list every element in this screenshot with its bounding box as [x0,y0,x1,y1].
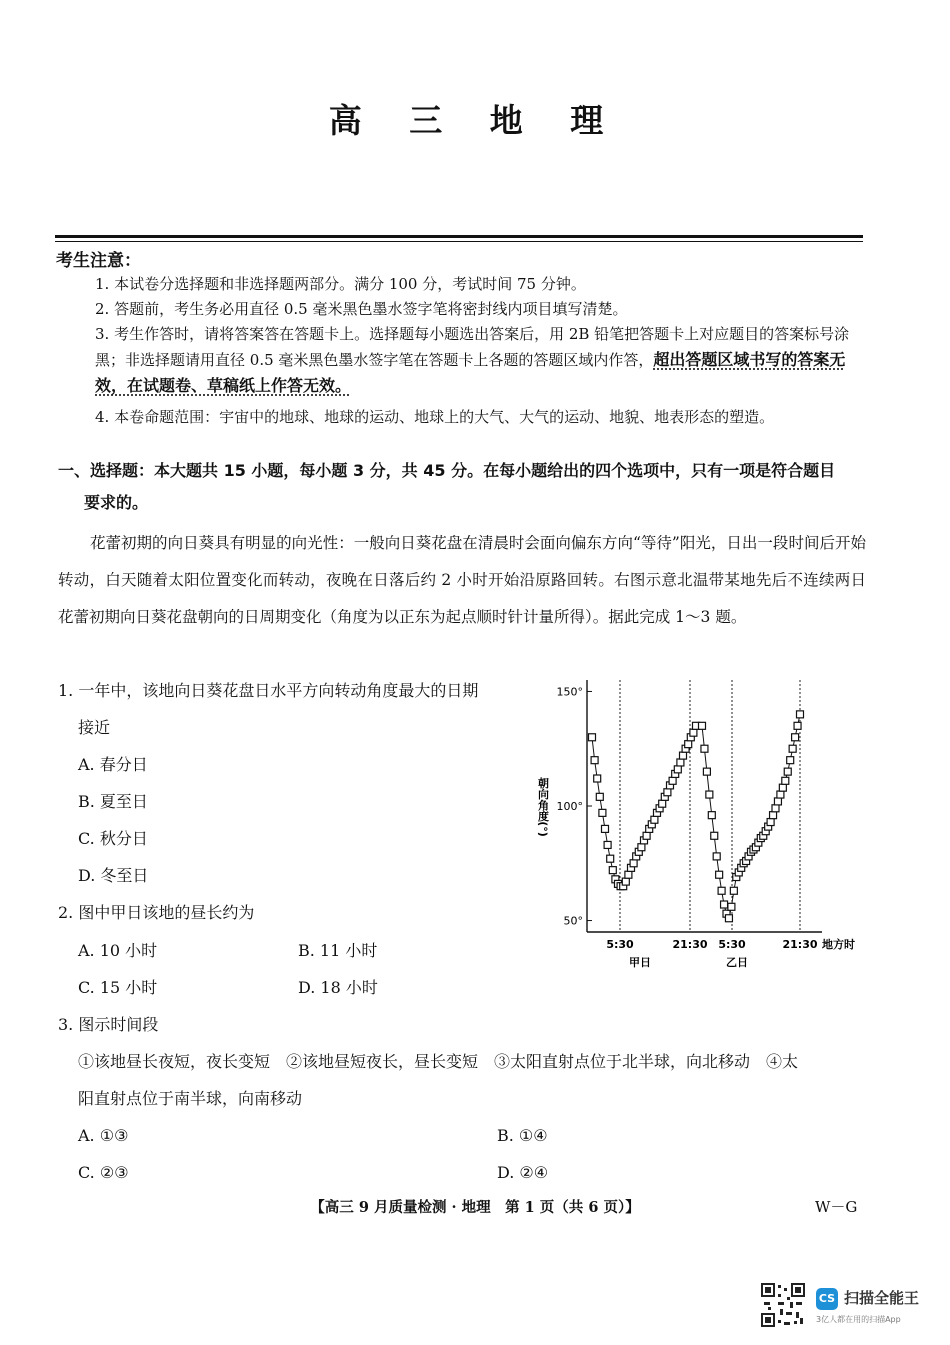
data-point [797,711,804,718]
data-point [708,812,715,819]
notice-item-3-text: 3. 考生作答时，请将答案答在答题卡上。选择题每小题选出答案后，用 2B 铅笔把答题卡上对应题目的答案标号涂黑；非选择题请用直径 0.5 毫米黑色墨水签字笔在答题卡上各题的答题区域内作答， [95,325,850,369]
data-point [669,777,676,784]
data-point [782,777,789,784]
chart-axes [587,680,822,932]
q3-option-d: D. ②④ [497,1163,549,1182]
sunflower-orientation-chart [525,672,870,982]
data-point [622,878,629,885]
data-point [594,775,601,782]
section-1-line2: 要求的。 [84,493,149,512]
section-1-heading [58,455,868,519]
q3-option-c: C. ②③ [78,1163,129,1182]
data-point [716,871,723,878]
q2-option-a: A. 10 小时 [78,941,158,960]
x-tick-label: 21:30 [782,938,818,951]
data-point [784,768,791,775]
data-point [718,887,725,894]
notice-item-4: 4. 本卷命题范围：宇宙中的地球、地球的运动、地球上的大气、大气的运动、地貌、地表形态的塑造。 [95,408,775,426]
scanner-tagline: 3亿人都在用的扫描App [816,1315,901,1324]
data-point [789,745,796,752]
paper-code: W－G [815,1198,858,1216]
data-point [711,832,718,839]
data-point [713,853,720,860]
data-point [596,793,603,800]
x-tick-label: 21:30 [672,938,708,951]
data-point [772,805,779,812]
data-point [774,798,781,805]
data-point [607,855,614,862]
q3-statements-line1: ①该地昼长夜短，夜长变短 ②该地昼短夜长，昼长变短 ③太阳直射点位于北半球，向北移动 ④太 [78,1052,799,1071]
data-point [787,757,794,764]
data-point [770,812,777,819]
notice-heading: 考生注意： [56,251,141,271]
data-point [703,768,710,775]
data-point [792,734,799,741]
x-axis-label: 地方时 [822,938,855,951]
q2-option-c: C. 15 小时 [78,978,158,997]
data-point [643,832,650,839]
scanner-watermark [760,1282,920,1332]
series-line-1 [702,714,800,918]
data-point [779,784,786,791]
data-point [767,819,774,826]
data-point [602,825,609,832]
q1-stem-line2: 接近 [78,718,111,737]
q1-option-d: D. 冬至日 [78,866,149,885]
y-tick-label: 50° [563,914,583,928]
data-point [725,915,732,922]
header-rule-thin [55,241,863,242]
data-point [604,841,611,848]
q3-stem: 3. 图示时间段 [58,1015,159,1034]
data-point [685,741,692,748]
data-point [630,860,637,867]
qr-code-icon [760,1282,806,1328]
q1-option-a: A. 春分日 [78,755,148,774]
notice-item-3-emphasis: 超出答题区域书写的答案无效，在试题卷、草稿纸上作答无效。 [95,350,846,395]
x-tick-label: 5:30 [606,938,634,951]
q2-stem: 2. 图中甲日该地的昼长约为 [58,903,255,922]
q3-option-a: A. ①③ [78,1126,129,1145]
notice-item-1: 1. 本试卷分选择题和非选择题两部分。满分 100 分，考试时间 75 分钟。 [95,275,586,293]
chart-marks [589,711,804,922]
q1-stem-line1: 1. 一年中，该地向日葵花盘日水平方向转动角度最大的日期 [58,681,479,700]
scanner-logo-icon: CS [816,1288,838,1310]
data-point [664,789,671,796]
data-point [599,809,606,816]
data-point [589,734,596,741]
passage-text: 花蕾初期的向日葵具有明显的向光性：一般向日葵花盘在清晨时会面向偏东方向“等待”阳光，日出一段时间后开始转动，白天随着太阳位置变化而转动，夜晚在日落后约 2 小时开始沿原路回转。右图示意北温带某地先后不连续两日花蕾初期向日葵花盘朝向的日周期变化（角度为以正东为起点顺时针计量所得）。据此完成 1～3 题。 [58,534,866,626]
data-point [728,903,735,910]
data-point [625,871,632,878]
data-point [659,800,666,807]
data-point [609,867,616,874]
section-1-line1: 一、选择题：本大题共 15 小题，每小题 3 分，共 45 分。在每小题给出的四个选项中，只有一项是符合题目 [58,461,836,480]
q2-option-d: D. 18 小时 [298,978,378,997]
q3-statements-line2: 阳直射点位于南半球，向南移动 [78,1089,303,1108]
day-label-jia: 甲日 [629,956,651,969]
data-point [777,791,784,798]
data-point [677,759,684,766]
data-point [651,816,658,823]
q1-option-b: B. 夏至日 [78,792,148,811]
data-point [680,752,687,759]
data-point [721,901,728,908]
q2-option-b: B. 11 小时 [298,941,378,960]
y-tick-label: 150° [556,685,583,699]
page-title: 高 三 地 理 [328,101,622,140]
data-point [730,887,737,894]
passage [58,525,866,636]
data-point [638,844,645,851]
y-tick-label: 100° [556,800,583,813]
header-rule-thick [55,235,863,238]
data-point [701,745,708,752]
x-tick-label: 5:30 [718,938,746,951]
y-axis-label: 朝向角度(°) [536,777,550,837]
data-point [706,791,713,798]
page-footer: 【高三 9 月质量检测 · 地理 第 1 页（共 6 页）】 [310,1199,640,1216]
data-point [674,766,681,773]
data-point [699,722,706,729]
data-point [591,757,598,764]
day-label-yi: 乙日 [726,956,748,969]
q1-option-c: C. 秋分日 [78,829,148,848]
notice-item-2: 2. 答题前，考生务必用直径 0.5 毫米黑色墨水签字笔将密封线内项目填写清楚。 [95,300,628,318]
scanner-name: 扫描全能王 [844,1289,920,1307]
data-point [794,722,801,729]
q3-option-b: B. ①④ [497,1126,548,1145]
data-point [690,729,697,736]
notice-item-3 [95,322,870,399]
